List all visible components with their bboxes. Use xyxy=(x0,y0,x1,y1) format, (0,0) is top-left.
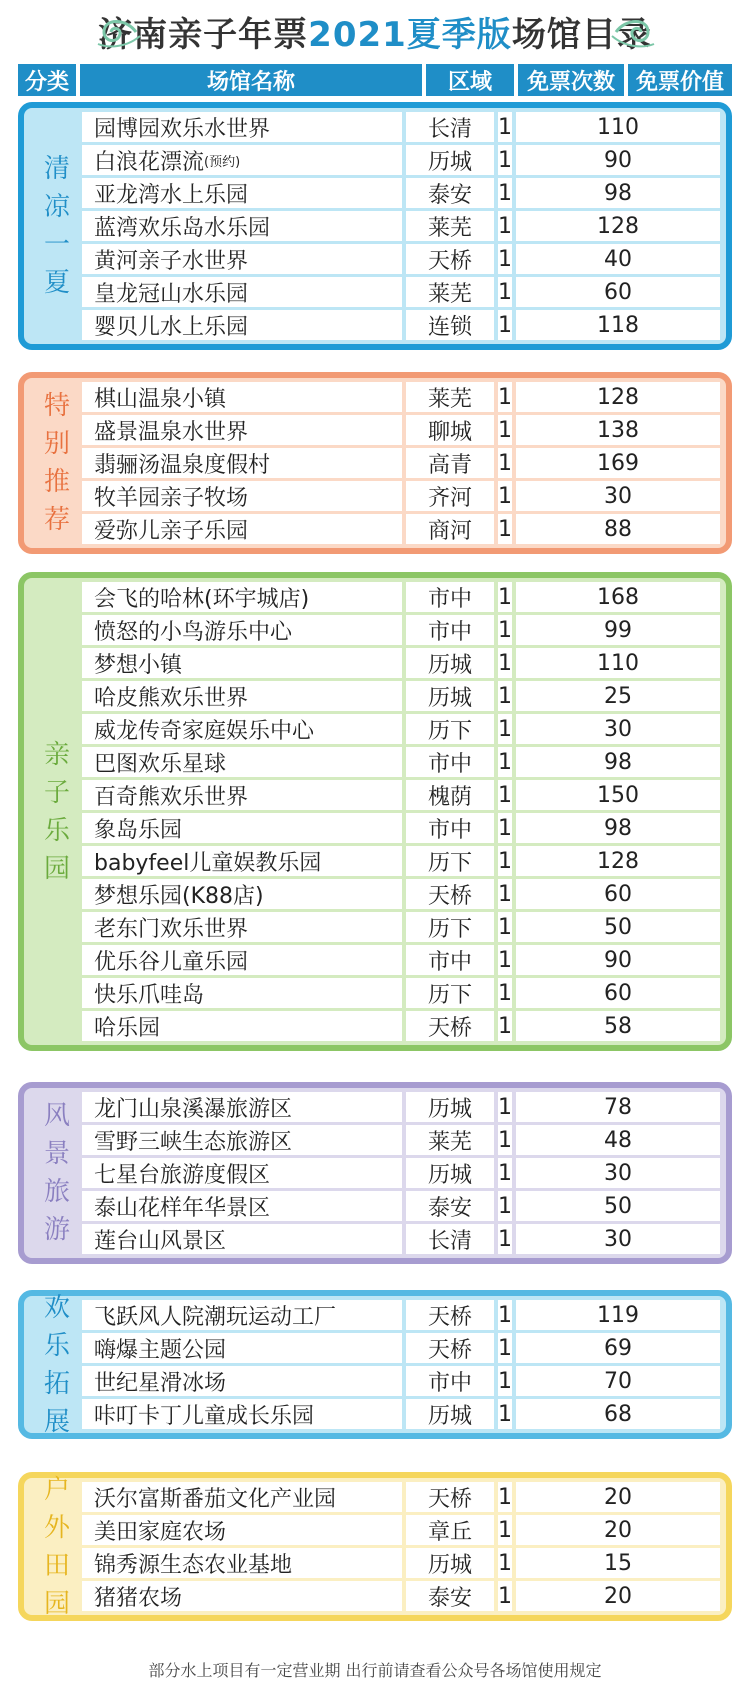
free-value: 90 xyxy=(516,945,720,975)
free-value: 15 xyxy=(516,1548,720,1578)
venue-name xyxy=(82,481,402,511)
venue-name xyxy=(82,178,402,208)
venue-area: 历城 xyxy=(406,145,494,175)
table-row xyxy=(82,780,720,810)
section-3 xyxy=(18,1082,732,1264)
category-char: 子 xyxy=(43,777,70,808)
table-row xyxy=(82,1300,720,1330)
venue-name-text: 象岛乐园 xyxy=(94,817,183,843)
free-count: 1 xyxy=(498,277,512,307)
category-char: 一 xyxy=(43,230,70,260)
venue-name-text: 泰山花样年华景区 xyxy=(94,1195,271,1221)
venue-name-text: 盛景温泉水世界 xyxy=(94,419,249,445)
table-row xyxy=(82,615,720,645)
venue-name xyxy=(82,1125,402,1155)
free-value: 30 xyxy=(516,481,720,511)
table-row xyxy=(82,211,720,241)
free-count: 1 xyxy=(498,1548,512,1578)
section-category-label xyxy=(26,108,88,344)
free-value: 60 xyxy=(516,978,720,1008)
venue-area: 天桥 xyxy=(406,1333,494,1363)
table-row xyxy=(82,481,720,511)
section-category-label xyxy=(26,578,88,1045)
venue-name-text: 翡骊汤温泉度假村 xyxy=(94,452,271,478)
category-char: 乐 xyxy=(43,1330,70,1361)
title-bar xyxy=(0,0,750,62)
venue-area: 市中 xyxy=(406,945,494,975)
free-value: 98 xyxy=(516,813,720,843)
free-count: 1 xyxy=(498,1581,512,1611)
free-count: 1 xyxy=(498,481,512,511)
venue-name-text: 园博园欢乐水世界 xyxy=(94,116,271,142)
free-count: 1 xyxy=(498,846,512,876)
table-row xyxy=(82,846,720,876)
free-value: 40 xyxy=(516,244,720,274)
free-value: 20 xyxy=(516,1515,720,1545)
free-count: 1 xyxy=(498,1399,512,1429)
table-row xyxy=(82,514,720,544)
venue-name xyxy=(82,415,402,445)
free-count: 1 xyxy=(498,244,512,274)
section-1 xyxy=(18,372,732,554)
venue-area: 历下 xyxy=(406,978,494,1008)
venue-name xyxy=(82,648,402,678)
free-value: 128 xyxy=(516,211,720,241)
table-row xyxy=(82,813,720,843)
venue-area: 长清 xyxy=(406,112,494,142)
venue-name-text: 皇龙冠山水乐园 xyxy=(94,281,249,307)
section-category-label xyxy=(26,378,88,548)
venue-name-text: 雪野三峡生态旅游区 xyxy=(94,1129,293,1155)
venue-area: 莱芜 xyxy=(406,382,494,412)
table-row xyxy=(82,1515,720,1545)
venue-name-text: 优乐谷儿童乐园 xyxy=(94,949,249,975)
table-row xyxy=(82,1482,720,1512)
category-char: 亲 xyxy=(43,739,70,770)
free-count: 1 xyxy=(498,448,512,478)
category-char: 户 xyxy=(43,1474,70,1505)
venue-area: 槐荫 xyxy=(406,780,494,810)
free-count: 1 xyxy=(498,112,512,142)
free-count: 1 xyxy=(498,1366,512,1396)
free-count: 1 xyxy=(498,1011,512,1041)
venue-name xyxy=(82,681,402,711)
free-value: 58 xyxy=(516,1011,720,1041)
table-row xyxy=(82,714,720,744)
category-char: 拓 xyxy=(43,1368,70,1399)
footer-note: 部分水上项目有一定营业期 出行前请查看公众号各场馆使用规定 xyxy=(148,1661,602,1680)
header-area: 区域 xyxy=(426,64,514,96)
venue-name-text: 牧羊园亲子牧场 xyxy=(94,485,249,511)
free-count: 1 xyxy=(498,615,512,645)
free-value: 25 xyxy=(516,681,720,711)
category-char: 田 xyxy=(43,1550,70,1581)
venue-area: 市中 xyxy=(406,615,494,645)
header-category: 分类 xyxy=(18,64,76,96)
venue-name-text: 莲台山风景区 xyxy=(94,1228,227,1254)
venue-name xyxy=(82,382,402,412)
table-row xyxy=(82,310,720,340)
venue-name xyxy=(82,1224,402,1254)
venue-name-text: 会飞的哈林(环宇城店) xyxy=(94,586,310,612)
venue-name xyxy=(82,1366,402,1396)
venue-name xyxy=(82,1548,402,1578)
venue-area: 泰安 xyxy=(406,1191,494,1221)
category-char: 清 xyxy=(43,154,70,184)
table-row xyxy=(82,582,720,612)
section-4 xyxy=(18,1290,732,1439)
free-value: 98 xyxy=(516,747,720,777)
free-count: 1 xyxy=(498,1333,512,1363)
venue-name xyxy=(82,912,402,942)
venue-name xyxy=(82,1482,402,1512)
venue-area: 天桥 xyxy=(406,1482,494,1512)
table-row xyxy=(82,747,720,777)
free-count: 1 xyxy=(498,178,512,208)
venue-area: 莱芜 xyxy=(406,277,494,307)
table-row xyxy=(82,681,720,711)
category-char: 游 xyxy=(43,1215,70,1245)
venue-area: 历下 xyxy=(406,846,494,876)
venue-name-text: 百奇熊欢乐世界 xyxy=(94,784,249,810)
free-count: 1 xyxy=(498,879,512,909)
venue-area: 市中 xyxy=(406,582,494,612)
free-value: 30 xyxy=(516,714,720,744)
venue-name xyxy=(82,780,402,810)
category-char: 风 xyxy=(43,1101,70,1131)
venue-name-text: 亚龙湾水上乐园 xyxy=(94,182,249,208)
table-row xyxy=(82,648,720,678)
section-rows xyxy=(82,1092,720,1257)
table-row xyxy=(82,1158,720,1188)
venue-name-text: 威龙传奇家庭娱乐中心 xyxy=(94,718,315,744)
venue-name xyxy=(82,277,402,307)
venue-name-text: 猪猪农场 xyxy=(94,1585,183,1611)
free-value: 20 xyxy=(516,1482,720,1512)
free-count: 1 xyxy=(498,912,512,942)
free-count: 1 xyxy=(498,1125,512,1155)
table-row xyxy=(82,415,720,445)
venue-area: 商河 xyxy=(406,514,494,544)
section-rows xyxy=(82,382,720,547)
table-row xyxy=(82,1011,720,1041)
venue-area: 齐河 xyxy=(406,481,494,511)
table-row xyxy=(82,1224,720,1254)
free-count: 1 xyxy=(498,582,512,612)
free-value: 90 xyxy=(516,145,720,175)
free-count: 1 xyxy=(498,514,512,544)
free-value: 78 xyxy=(516,1092,720,1122)
table-row xyxy=(82,1581,720,1611)
venue-area: 泰安 xyxy=(406,178,494,208)
venue-name-text: 老东门欢乐世界 xyxy=(94,916,249,942)
free-count: 1 xyxy=(498,382,512,412)
free-value: 50 xyxy=(516,1191,720,1221)
category-char: 乐 xyxy=(43,815,70,846)
venue-name-text: 美田家庭农场 xyxy=(94,1519,227,1545)
table-row xyxy=(82,382,720,412)
section-category-label xyxy=(26,1474,88,1619)
venue-area: 历城 xyxy=(406,1548,494,1578)
category-char: 荐 xyxy=(43,505,70,535)
venue-name xyxy=(82,244,402,274)
table-row xyxy=(82,1548,720,1578)
free-count: 1 xyxy=(498,978,512,1008)
free-value: 110 xyxy=(516,648,720,678)
venue-name xyxy=(82,747,402,777)
venue-name-text: 快乐爪哇岛 xyxy=(94,982,205,1008)
section-category-label xyxy=(26,1088,88,1258)
venue-name xyxy=(82,145,402,175)
venue-area: 莱芜 xyxy=(406,1125,494,1155)
venue-name xyxy=(82,846,402,876)
venue-name-text: 白浪花漂流 xyxy=(94,149,205,175)
venue-area: 高青 xyxy=(406,448,494,478)
venue-name xyxy=(82,615,402,645)
free-count: 1 xyxy=(498,1158,512,1188)
venue-name-text: 沃尔富斯番茄文化产业园 xyxy=(94,1486,337,1512)
table-row xyxy=(82,1125,720,1155)
free-value: 150 xyxy=(516,780,720,810)
venue-area: 市中 xyxy=(406,1366,494,1396)
venue-name xyxy=(82,582,402,612)
free-count: 1 xyxy=(498,1482,512,1512)
table-row xyxy=(82,978,720,1008)
venue-area: 历下 xyxy=(406,912,494,942)
venue-name xyxy=(82,714,402,744)
venue-area: 历城 xyxy=(406,648,494,678)
venue-name xyxy=(82,879,402,909)
venue-name-text: 黄河亲子水世界 xyxy=(94,248,249,274)
venue-area: 历城 xyxy=(406,681,494,711)
venue-name xyxy=(82,978,402,1008)
left-swirl-icon xyxy=(96,14,142,50)
table-row xyxy=(82,1191,720,1221)
table-row xyxy=(82,1333,720,1363)
free-count: 1 xyxy=(498,145,512,175)
section-rows xyxy=(82,112,720,343)
page-title: 济南亲子年票2021夏季版场馆目录 xyxy=(98,14,652,55)
header-name: 场馆名称 xyxy=(80,64,422,96)
venue-name xyxy=(82,1581,402,1611)
free-value: 69 xyxy=(516,1333,720,1363)
venue-name-text: 梦想乐园(K88店) xyxy=(94,883,264,909)
venue-area: 章丘 xyxy=(406,1515,494,1545)
venue-name xyxy=(82,1011,402,1041)
venue-name-text: 棋山温泉小镇 xyxy=(94,386,227,412)
table-row xyxy=(82,145,720,175)
venue-area: 历下 xyxy=(406,714,494,744)
free-count: 1 xyxy=(498,211,512,241)
venue-name xyxy=(82,514,402,544)
venue-name xyxy=(82,813,402,843)
venue-name xyxy=(82,211,402,241)
category-char: 园 xyxy=(43,1588,70,1619)
free-count: 1 xyxy=(498,681,512,711)
table-row xyxy=(82,277,720,307)
free-value: 20 xyxy=(516,1581,720,1611)
free-count: 1 xyxy=(498,1191,512,1221)
venue-name xyxy=(82,310,402,340)
category-char: 别 xyxy=(43,429,70,459)
free-value: 99 xyxy=(516,615,720,645)
venue-area: 莱芜 xyxy=(406,211,494,241)
table-row xyxy=(82,912,720,942)
section-0 xyxy=(18,102,732,350)
venue-area: 历城 xyxy=(406,1092,494,1122)
venue-name-text: 七星台旅游度假区 xyxy=(94,1162,271,1188)
free-value: 119 xyxy=(516,1300,720,1330)
free-value: 68 xyxy=(516,1399,720,1429)
free-value: 128 xyxy=(516,846,720,876)
venue-name-text: 愤怒的小鸟游乐中心 xyxy=(94,619,293,645)
free-value: 110 xyxy=(516,112,720,142)
venue-area: 长清 xyxy=(406,1224,494,1254)
category-char: 园 xyxy=(43,853,70,884)
free-count: 1 xyxy=(498,747,512,777)
category-char: 旅 xyxy=(43,1177,70,1207)
venue-area: 市中 xyxy=(406,747,494,777)
venue-name xyxy=(82,448,402,478)
section-5 xyxy=(18,1472,732,1621)
venue-area: 天桥 xyxy=(406,1011,494,1041)
venue-name-text: 巴图欢乐星球 xyxy=(94,751,227,777)
free-value: 168 xyxy=(516,582,720,612)
table-row xyxy=(82,448,720,478)
free-value: 98 xyxy=(516,178,720,208)
free-count: 1 xyxy=(498,1515,512,1545)
free-count: 1 xyxy=(498,310,512,340)
venue-name xyxy=(82,1191,402,1221)
category-char: 展 xyxy=(43,1406,70,1437)
section-rows xyxy=(82,1300,720,1432)
venue-area: 市中 xyxy=(406,813,494,843)
venue-area: 历城 xyxy=(406,1399,494,1429)
free-value: 88 xyxy=(516,514,720,544)
venue-area: 泰安 xyxy=(406,1581,494,1611)
venue-name xyxy=(82,1092,402,1122)
free-count: 1 xyxy=(498,1300,512,1330)
free-value: 50 xyxy=(516,912,720,942)
venue-name xyxy=(82,1399,402,1429)
table-header xyxy=(18,64,732,96)
table-row xyxy=(82,244,720,274)
venue-area: 连锁 xyxy=(406,310,494,340)
free-value: 128 xyxy=(516,382,720,412)
right-swirl-icon xyxy=(610,14,656,50)
venue-name-text: 世纪星滑冰场 xyxy=(94,1370,227,1396)
section-category-label xyxy=(26,1292,88,1437)
free-value: 30 xyxy=(516,1158,720,1188)
free-value: 30 xyxy=(516,1224,720,1254)
venue-name xyxy=(82,1300,402,1330)
venue-name-text: babyfeel儿童娱教乐园 xyxy=(94,850,322,876)
venue-name xyxy=(82,945,402,975)
venue-name xyxy=(82,1515,402,1545)
category-char: 推 xyxy=(43,467,70,497)
table-row xyxy=(82,1366,720,1396)
free-count: 1 xyxy=(498,1092,512,1122)
venue-area: 天桥 xyxy=(406,244,494,274)
free-count: 1 xyxy=(498,714,512,744)
free-count: 1 xyxy=(498,1224,512,1254)
venue-name-text: 锦秀源生态农业基地 xyxy=(94,1552,293,1578)
table-row xyxy=(82,1092,720,1122)
free-value: 169 xyxy=(516,448,720,478)
venue-name-text: 哈乐园 xyxy=(94,1015,161,1041)
table-row xyxy=(82,178,720,208)
free-count: 1 xyxy=(498,415,512,445)
free-value: 60 xyxy=(516,879,720,909)
category-char: 景 xyxy=(43,1139,70,1169)
venue-area: 聊城 xyxy=(406,415,494,445)
category-char: 外 xyxy=(43,1512,70,1543)
free-value: 138 xyxy=(516,415,720,445)
section-rows xyxy=(82,1482,720,1614)
venue-name-text: 嗨爆主题公园 xyxy=(94,1337,227,1363)
section-rows xyxy=(82,582,720,1044)
venue-name xyxy=(82,1333,402,1363)
venue-name-text: 梦想小镇 xyxy=(94,652,183,678)
free-value: 118 xyxy=(516,310,720,340)
venue-name-text: 蓝湾欢乐岛水乐园 xyxy=(94,215,271,241)
header-price: 免票价值 xyxy=(628,64,732,96)
table-row xyxy=(82,945,720,975)
category-char: 夏 xyxy=(43,268,70,298)
header-count: 免票次数 xyxy=(518,64,624,96)
free-value: 48 xyxy=(516,1125,720,1155)
table-row xyxy=(82,112,720,142)
category-char: 特 xyxy=(43,391,70,421)
category-char: 凉 xyxy=(43,192,70,222)
category-char: 欢 xyxy=(43,1292,70,1323)
venue-name-text: 飞跃风人院潮玩运动工厂 xyxy=(94,1304,337,1330)
venue-area: 天桥 xyxy=(406,1300,494,1330)
venue-note: (预约) xyxy=(204,154,241,170)
venue-name-text: 龙门山泉溪瀑旅游区 xyxy=(94,1096,293,1122)
venue-name xyxy=(82,112,402,142)
section-2 xyxy=(18,572,732,1051)
free-value: 70 xyxy=(516,1366,720,1396)
free-count: 1 xyxy=(498,780,512,810)
table-row xyxy=(82,879,720,909)
free-count: 1 xyxy=(498,813,512,843)
venue-area: 历城 xyxy=(406,1158,494,1188)
venue-area: 天桥 xyxy=(406,879,494,909)
table-row xyxy=(82,1399,720,1429)
free-count: 1 xyxy=(498,648,512,678)
venue-name-text: 婴贝儿水上乐园 xyxy=(94,314,249,340)
venue-name xyxy=(82,1158,402,1188)
venue-name-text: 咔叮卡丁儿童成长乐园 xyxy=(94,1403,315,1429)
free-count: 1 xyxy=(498,945,512,975)
venue-name-text: 哈皮熊欢乐世界 xyxy=(94,685,249,711)
venue-name-text: 爱弥儿亲子乐园 xyxy=(94,518,249,544)
free-value: 60 xyxy=(516,277,720,307)
